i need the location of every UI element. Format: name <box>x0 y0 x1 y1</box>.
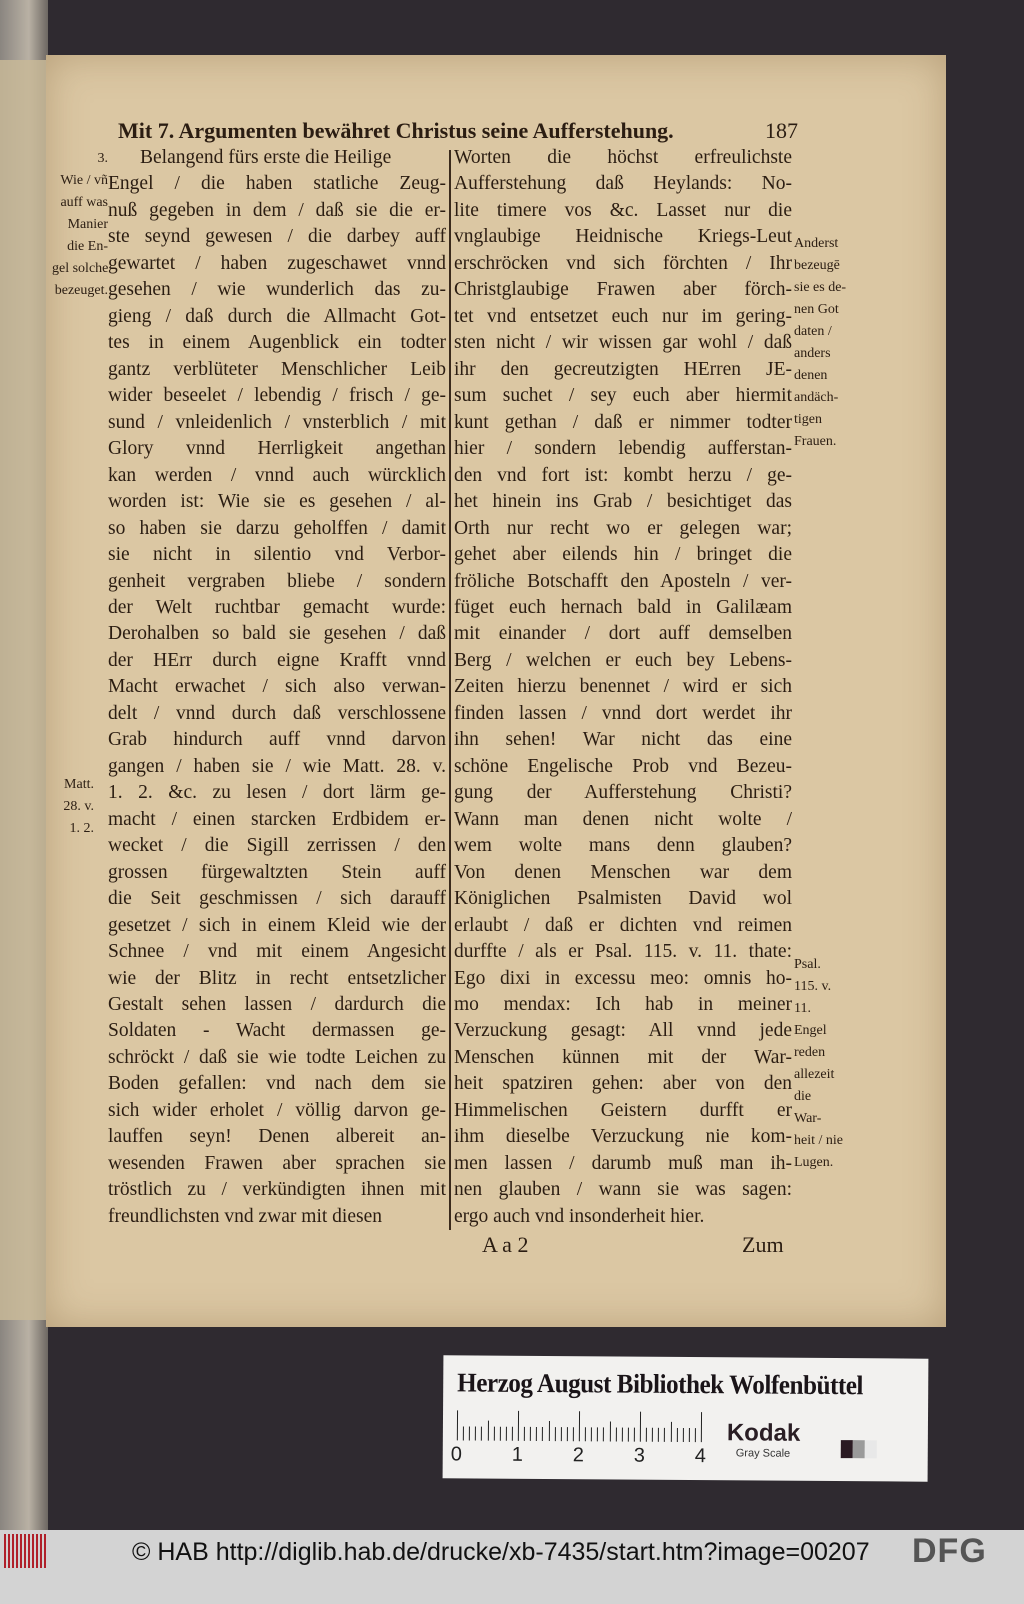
signature-mark: A a 2 <box>482 1232 529 1257</box>
text-line: ihm dieselbe Verzuckung nie kom- <box>454 1126 792 1148</box>
text-line: mit einander / dort auff demselben <box>454 623 792 645</box>
ruler-tick <box>524 1427 525 1441</box>
text-line: ihr den gecreutzigten HErren JE- <box>454 358 792 380</box>
text-line: Verzuckung gesagt: All vnnd jede <box>454 1020 792 1042</box>
ruler-tick <box>695 1428 696 1442</box>
ruler-tick <box>658 1428 659 1442</box>
margin-note-line: denen <box>794 368 828 383</box>
ruler-tick <box>542 1427 543 1441</box>
margin-note-line: Wie / vñ <box>60 173 108 188</box>
text-line: fröliche Botschafft den Aposteln / ver- <box>454 570 792 592</box>
ruler-number: 3 <box>633 1444 645 1467</box>
scale-ruler <box>457 1410 707 1442</box>
text-line: tes in einem Augenblick ein todter <box>108 332 446 354</box>
margin-note-line: allezeit <box>794 1067 835 1082</box>
text-line: schröckt / daß sie wie todte Leichen zu <box>108 1046 446 1068</box>
margin-note-line: daten / <box>794 324 832 339</box>
ruler-tick <box>591 1427 592 1441</box>
ruler-number: 4 <box>694 1445 706 1468</box>
text-line: ergo auch vnd insonderheit hier. <box>454 1205 705 1227</box>
text-line: erlaubt / daß er dichten vnd reimen <box>454 914 792 936</box>
margin-note-line: Manier <box>67 217 108 232</box>
column-divider <box>449 150 451 1230</box>
gray-scale-label: Gray Scale <box>735 1447 791 1460</box>
margin-note-line: die En- <box>67 239 108 254</box>
text-line: wie der Blitz in recht entsetzlicher <box>108 967 446 989</box>
margin-note-line: bezeugē <box>794 258 840 273</box>
ruler-tick <box>463 1426 464 1440</box>
text-line: Menschen künnen mit der War- <box>454 1046 792 1068</box>
text-line: sum suchet / sey euch aber hiermit <box>454 385 792 407</box>
text-line: Belangend fürs erste die Heilige <box>140 147 392 168</box>
margin-note-line: Engel <box>794 1023 827 1038</box>
gray-swatch-mid <box>853 1440 865 1458</box>
ruler-tick <box>689 1428 690 1442</box>
text-line: Himmelischen Geistern durfft er <box>454 1099 792 1121</box>
text-line: kan werden / vnnd auch würcklich <box>108 464 446 486</box>
ruler-tick <box>481 1427 482 1441</box>
ruler-tick <box>579 1411 580 1441</box>
text-line: ihn sehen! War nicht das eine <box>454 729 792 751</box>
right-text-column <box>454 145 792 1230</box>
text-line: mo mendax: Ich hab in meiner <box>454 994 792 1015</box>
ruler-tick <box>676 1428 677 1442</box>
text-line: heit spatziren gehen: aber von den <box>454 1073 792 1095</box>
text-line: kunt gethan / daß er nimmer todter <box>454 411 792 433</box>
text-line: füget euch hernach bald in Galilæam <box>454 596 792 618</box>
text-line: hier / sondern lebendig aufferstan- <box>454 438 792 460</box>
text-line: vnglaubige Heidnische Kriegs-Leut <box>454 226 792 248</box>
margin-note-line: 28. v. <box>63 799 94 814</box>
ruler-tick <box>603 1427 604 1441</box>
ruler-tick <box>493 1427 494 1441</box>
text-line: het hinein ins Grab / besichtiget das <box>454 491 792 513</box>
margin-note-line: gel solche <box>52 261 109 276</box>
right-margin-note <box>794 233 846 453</box>
text-line: finden lassen / vnnd dort werdet ihr <box>454 702 792 724</box>
text-line: nen glauben / wann sie was sagen: <box>454 1179 792 1201</box>
text-line: ste seynd gewesen / die darbey auff <box>108 226 446 248</box>
text-line: grossen fürgewaltzten Stein auff <box>108 861 446 883</box>
ruler-tick <box>561 1427 562 1441</box>
ruler-tick <box>530 1427 531 1441</box>
text-line: gesetzet / sich in einem Kleid wie der <box>108 914 446 936</box>
ruler-tick <box>622 1428 623 1442</box>
text-line: Christglaubige Frawen aber förch- <box>454 279 792 301</box>
text-line: tet vnd entsetzet euch nur im gering- <box>454 305 792 327</box>
color-calibration-card <box>443 1355 929 1481</box>
margin-note-line: 3. <box>97 151 108 166</box>
text-line: Orth nur recht wo er gelegen war; <box>454 517 792 539</box>
text-line: men lassen / darumb muß man ih- <box>454 1152 792 1174</box>
text-line: Aufferstehung daß Heylands: No- <box>454 173 792 195</box>
ruler-tick <box>469 1426 470 1440</box>
text-line: nuß gegeben in dem / daß sie die er- <box>108 199 446 221</box>
text-line: macht / einen starcken Erdbidem er- <box>108 808 446 830</box>
ruler-number: 2 <box>572 1444 584 1467</box>
ruler-tick <box>512 1427 513 1441</box>
left-text-column <box>108 145 446 1230</box>
margin-note-line: anders <box>794 346 831 361</box>
ruler-tick <box>670 1422 671 1442</box>
margin-note-line: sie es de- <box>794 280 847 295</box>
ruler-tick <box>457 1410 458 1440</box>
text-line: gantz verblüteter Menschlicher Leib <box>108 358 446 380</box>
text-line: gieng / daß durch die Allmacht Got- <box>108 305 446 327</box>
text-line: Glory vnnd Herrligkeit angethan <box>108 438 446 460</box>
margin-note-line: 115. v. <box>794 979 832 994</box>
text-line: Wann man denen nicht wolte / <box>454 808 792 830</box>
ruler-tick <box>609 1421 610 1441</box>
text-line: sich wider erholet / völlig darvon ge- <box>108 1099 446 1121</box>
margin-note-line: Matt. <box>64 777 94 792</box>
margin-note-line: Psal. <box>794 957 821 972</box>
ruler-tick <box>506 1427 507 1441</box>
text-line: schöne Engelische Prob vnd Bezeu- <box>454 755 792 777</box>
gray-swatch-dark <box>841 1440 853 1458</box>
text-line: der Welt ruchtbar gemacht wurde: <box>108 596 446 618</box>
credit-bar <box>0 1530 1024 1604</box>
text-line: gangen / haben sie / wie Matt. 28. v. <box>108 755 446 777</box>
text-line: freundlichsten vnd zwar mit diesen <box>108 1205 382 1227</box>
catchword: Zum <box>742 1232 784 1257</box>
left-margin-reference <box>52 774 94 840</box>
text-line: Königlichen Psalmisten David wol <box>454 888 792 910</box>
text-line: Derohalben so bald sie gesehen / daß <box>108 623 446 645</box>
text-line: Gestalt sehen lassen / dardurch die <box>108 994 446 1015</box>
text-line: 1. 2. &c. zu lesen / dort lärm ge- <box>108 782 446 804</box>
margin-note-line: Anderst <box>794 236 839 251</box>
credit-url[interactable]: © HAB http://diglib.hab.de/drucke/xb-7435/start.htm?image=00207 <box>132 1538 870 1566</box>
text-line: so haben sie darzu geholffen / damit <box>108 517 446 539</box>
margin-note-line: tigen <box>794 412 822 427</box>
text-line: Soldaten - Wacht dermassen ge- <box>108 1020 446 1042</box>
text-line: wecket / die Sigill zerrissen / den <box>108 835 446 857</box>
ruler-tick <box>536 1427 537 1441</box>
text-line: die Seit geschmissen / sich darauff <box>108 888 446 910</box>
text-line: wesenden Frawen aber sprachen sie <box>108 1152 446 1174</box>
ruler-tick <box>683 1428 684 1442</box>
text-line: worden ist: Wie sie es gesehen / al- <box>108 491 446 513</box>
ruler-tick <box>634 1428 635 1442</box>
text-line: gung der Aufferstehung Christi? <box>454 782 792 804</box>
ruler-tick <box>487 1421 488 1441</box>
ruler-tick <box>567 1427 568 1441</box>
text-line: der HErr durch eigne Krafft vnnd <box>108 649 446 671</box>
ruler-tick <box>628 1428 629 1442</box>
margin-note-line: nen Got <box>794 302 839 317</box>
text-line: Ego dixi in excessu meo: omnis ho- <box>454 967 792 989</box>
ruler-tick <box>597 1427 598 1441</box>
running-header <box>108 118 798 146</box>
margin-note-line: 1. 2. <box>69 821 94 836</box>
margin-note-line: bezeuget. <box>54 283 108 298</box>
text-line: gehet aber eilends hin / bringet die <box>454 544 792 566</box>
margin-note-line: andäch- <box>794 390 839 405</box>
gray-swatch-light <box>865 1440 877 1458</box>
text-line: wider beseelet / lebendig / frisch / ge- <box>108 385 446 407</box>
ruler-number: 0 <box>450 1443 462 1466</box>
margin-note-line: reden <box>794 1045 826 1060</box>
header-title: Mit 7. Argumenten bewähret Christus seine Aufferstehung. <box>118 118 674 143</box>
margin-note-line: die <box>794 1089 812 1104</box>
text-line: delt / vnnd durch daß verschlossene <box>108 702 446 724</box>
margin-note-line: Frauen. <box>794 434 837 449</box>
text-line: Von denen Menschen war dem <box>454 861 792 883</box>
text-line: sten nicht / wir wissen gar wohl / daß <box>454 332 792 354</box>
ruler-tick <box>646 1428 647 1442</box>
ruler-tick <box>664 1428 665 1442</box>
ruler-tick <box>585 1427 586 1441</box>
text-line: durffte / als er Psal. 115. v. 11. thate: <box>454 941 792 963</box>
ruler-tick <box>518 1411 519 1441</box>
kodak-logo: Kodak <box>726 1419 801 1447</box>
margin-note-line: heit / nie <box>794 1133 843 1148</box>
text-line: genheit vergraben bliebe / sondern <box>108 570 446 592</box>
ruler-number: 1 <box>511 1443 523 1466</box>
ruler-tick <box>640 1412 641 1442</box>
ruler-tick <box>500 1427 501 1441</box>
adjacent-page <box>0 60 48 1320</box>
text-line: sund / vnleidenlich / vnsterblich / mit <box>108 411 446 433</box>
ruler-tick <box>548 1421 549 1441</box>
text-line: tröstlich zu / verkündigten ihnen mit <box>108 1179 446 1201</box>
ruler-tick <box>652 1428 653 1442</box>
right-margin-reference <box>794 954 843 1174</box>
library-name: Herzog August Bibliothek Wolfenbüttel <box>457 1367 864 1401</box>
text-line: sie nicht in silentio vnd Verbor- <box>108 544 446 566</box>
text-line: Engel / die haben statliche Zeug- <box>108 173 446 195</box>
text-line: Macht erwachet / sich also verwan- <box>108 676 446 698</box>
hab-logo-icon <box>4 1534 48 1568</box>
ruler-tick <box>573 1427 574 1441</box>
text-line: erschröcken vnd sich förchten / Ihr <box>454 252 792 274</box>
text-line: gewartet / haben zugeschawet vnnd <box>108 252 446 274</box>
margin-note-line: 11. <box>794 1001 811 1016</box>
text-line: Worten die höchst erfreulichste <box>454 147 792 168</box>
text-line: Schnee / vnd mit einem Angesicht <box>108 941 446 963</box>
text-line: lite timere vos &c. Lasset nur die <box>454 199 792 221</box>
page-number: 187 <box>765 118 798 143</box>
margin-note-line: War- <box>794 1111 822 1126</box>
text-line: gesehen / wie wunderlich das zu- <box>108 279 446 301</box>
ruler-tick <box>701 1412 702 1442</box>
text-line: Grab hindurch auff vnnd darvon <box>108 729 446 751</box>
ruler-tick <box>615 1428 616 1442</box>
text-line: wem wolte mans denn glauben? <box>454 835 792 857</box>
text-line: Berg / welchen er euch bey Lebens- <box>454 649 792 671</box>
dfg-logo: DFG <box>912 1532 987 1570</box>
margin-note-line: Lugen. <box>794 1155 834 1170</box>
text-line: Zeiten hierzu benennet / wird er sich <box>454 676 792 698</box>
ruler-tick <box>554 1427 555 1441</box>
ruler-tick <box>475 1427 476 1441</box>
text-line: Boden gefallen: vnd nach dem sie <box>108 1073 446 1095</box>
left-margin-note <box>52 148 108 302</box>
text-line: lauffen seyn! Denen albereit an- <box>108 1126 446 1148</box>
margin-note-line: auff was <box>60 195 108 210</box>
text-line: den vnd fort ist: kombt herzu / ge- <box>454 464 792 486</box>
